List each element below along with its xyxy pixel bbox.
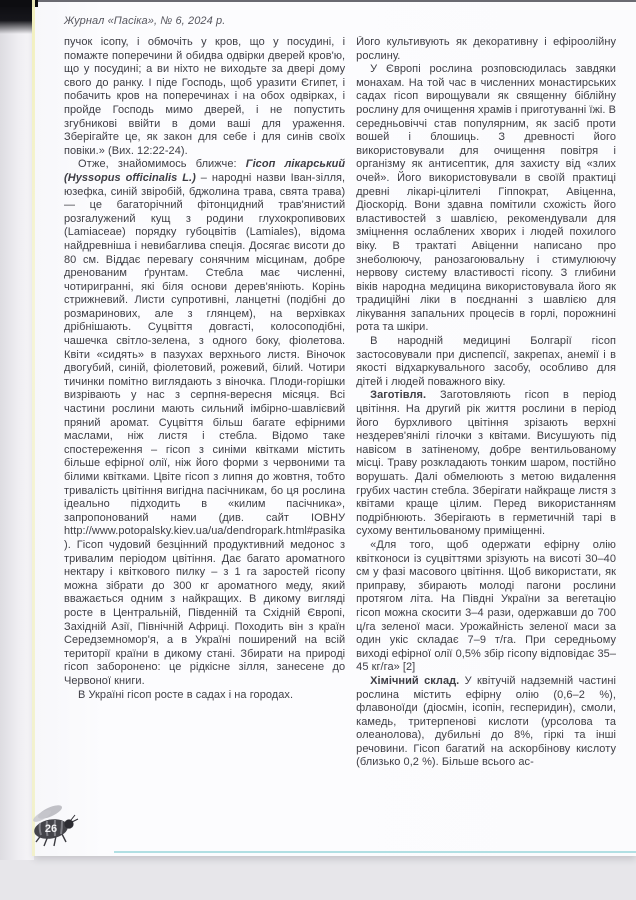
paragraph-text: У Європі рослина розповсюдилась завдяки монахам. На той час в численних монастирських садах гісоп вирощували як священну біблійну рослину для очищення храмів і приготуванні їжі. В середньовіччі став популярним, як засіб проти вошей і блошиць. З древності його використовували для очищення повітря і організму як антисептик, для захисту від «злих очей». Його використовували в своїй практиці древні лікарі-цілителі Гіппократ, Авіценна, Діоскорід. Вони здавна помітили схожість його властивостей з шавлією, рекомендували для зміцнення ослаблених хворих і людей похилого віку. В трактаті Авіценни написано про знеболюючу, ранозагоювальну і стимулюючу нервову систему властивості гісопу. З глибини віків народна медицина використовувала його як традиційні ліки в поєднанні з шавлією для лікування запальних процесів в горлі, порожнині рота та шкіри. [356, 63, 616, 334]
bee-icon [20, 800, 84, 852]
plant-name-term: Гісоп лікарський (Hyssopus officinalis L.) [64, 158, 346, 184]
paragraph [356, 539, 616, 675]
paragraph-text: пучок ісопу, і обмочіть у кров, що у посудині, і помажте поперечини й обидва одвірки дверей кров'ю, що у посудині; а ви ніхто не виходьте за двері дому свого до ранку. І піде Господь, щоб уразити Єгипет, і побачить кров на поперечинах і на обох одвірках, і пройде Господь мимо дверей, і не попустить згубникові ввійти в доми ваші для ураження. Зберігайте це, як закон для себе і для синів своїх повіки.» (Вих. 12:22-24). [64, 36, 346, 157]
paragraph-text: «Для того, щоб одержати ефірну олію квітконоси із суцвіттями зрізують на висоті 30–40 см у фазі масового цвітіння. Щоб використати, як приправу, збирають молоді пагони рослини протягом літа. На Півдні України за вегетацію гісоп можна скосити 3–4 рази, одержавши до 700 ц/га зеленої маси. Урожайність зеленої маси за один укіс складає 7–9 т/га. При середньому виході ефірної олії 0,5% збір гісопу відповідає 35–45 кг/га» [2] [356, 538, 616, 674]
paragraph [64, 689, 345, 703]
right-column [356, 36, 616, 848]
paragraph [356, 675, 616, 770]
paragraph-text: В народній медицині Болгарії гісоп застосовували при диспепсії, закрепах, анемії і в якості відхаркувального засобу, особливо для дітей і людей поважного віку. [356, 335, 616, 388]
section-lead: Заготівля. [370, 389, 427, 402]
paragraph [64, 36, 345, 158]
journal-page [34, 0, 636, 856]
paragraph [356, 63, 616, 335]
article-columns [34, 36, 636, 848]
paragraph-text: Його культивують як декоративну і ефіроолійну рослину. [356, 36, 616, 62]
left-column [64, 36, 345, 848]
paragraph [64, 158, 345, 688]
paragraph [356, 335, 616, 389]
page-header: Журнал «Пасіка», № 6, 2024 р. [64, 15, 226, 27]
paragraph-text: В Україні гісоп росте в садах і на городах. [78, 688, 294, 701]
paragraph-text: Отже, знайомимось ближче: [78, 158, 246, 171]
paragraph [356, 389, 616, 539]
paragraph-text: – народні назви Іван-зілля, юзефка, синій звіробій, бджолина трава, свята трава) — це багаторічний фітонцидний трав'янистий розгалужений кущ з родини глухокропивових (Lamiaceae) порядку губоцвітів (Lamiales), відома найдревніша і невибаглива спеція. Досягає висоти до 80 см. Віддає перевагу сонячним місцинам, добре дренованим ґрунтам. Стебла має численні, чотиригранні, які біля основи дерев'яніють. Корінь стрижневий. Листи супротивні, ланцетні (подібні до розмаринових, але з глянцем), на верхівках дрібнішають. Суцвіття довгасті, колосоподібні, чашечка світло-зелена, з одного боку, фіолетова. Квіти «сидять» в пазухах верхнього листя. Віночок двогубий, синій, фіолетовий, рожевий, білий. Чотири тичинки помітно виглядають з віночка. Плоди-горішки визрівають у нас з серпня-вересня місяця. Всі частини рослини мають сильний імбірно-шавлієвий пряний аромат. Суцвіття більш багате ефірними маслами, ніж листя і стебла. Відомо таке спостереження – гісоп з синіми квітками містить більше ефірної олії, ніж його форми з червоними та білими квітками. Цвіте гісоп з липня до жовтня, тобто тривалість цвітіння вигідна пасічникам, бо ця рослина ідеально підходить в «килим пасічника», запропонований нами (див. сайт ІОВНУ http://www.potopalsky.kiev.ua/ua/dendropark.html#pasika ). Гісоп чудовий безцінний продуктивний медонос з тривалим періодом цвітіння. Дає багато ароматного нектару і квіткового пилку – з 1 га заростей гісопу можна зібрати до 300 кг ароматного меду, який вважається одним з найкращих. В дикому вигляді росте в Центральній, Південній та Східній Європі, Західній Азії, Північній Африці. Походить він з країн Середземномор'я, а в Україні поширений на всій території країни в дикому стані. Збирати на природі гісоп заборонено: це рідкісне зілля, занесене до Червоної книги. [64, 171, 346, 687]
page-bottom-edge-line [114, 851, 636, 853]
scan-edge-line [32, 0, 35, 856]
section-lead: Хімічний склад. [370, 674, 460, 687]
page-number: 26 [44, 823, 58, 835]
page-number-bee [20, 800, 84, 852]
paragraph-text: У квітучій надземній частині рослина містить ефірну олію (0,6–2 %), флавоноїди (діосмін, ісопін, гесперидин), смоли, камедь, тритерпенові кислоти (урсолова та олеанолова), дубильні до 8%, гіркі та інші речовини. Гісоп багатий на аскорбінову кислоту (близько 0,2 %). Більше всього ас- [356, 674, 616, 769]
scan-left-margin [0, 0, 34, 860]
paragraph [356, 36, 616, 63]
paragraph-text: Заготовляють гісоп в період цвітіння. На другий рік життя рослини в період його бурхливого цвітіння зрізають верхні нездерев'янілі гілочки з квітами. Висушують під навісом в затіненому, добре вентильованому місці. Траву розкладають тонким шаром, постійно ворушать. Далі обмелюють з метою видалення грубих частин стебла. Зберігати найкраще листя з квітами краще цілим. Перед використанням подрібнюють. Зберігають в герметичній тарі в сухому вентильованому приміщенні. [356, 389, 616, 538]
